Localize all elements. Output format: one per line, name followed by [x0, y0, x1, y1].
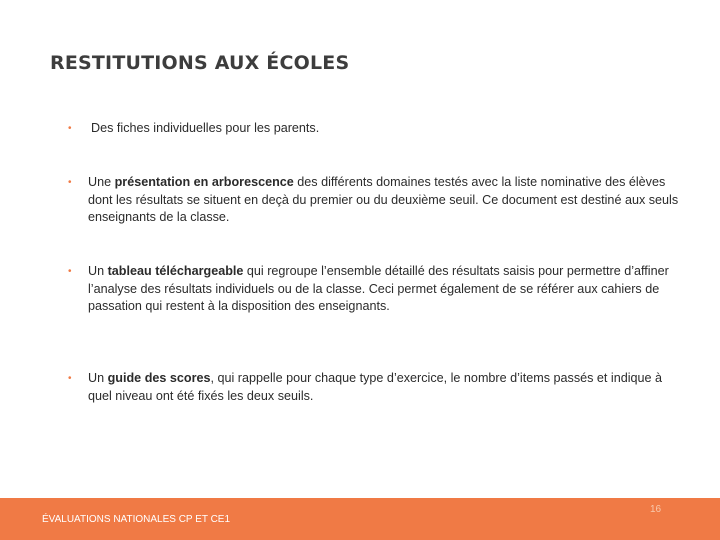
footer-bar: [0, 498, 720, 540]
bullet-marker: •: [68, 177, 72, 188]
bullet-text: Un guide des scores, qui rappelle pour chaque type d’exercice, le nombre d’items passés et indique à quel niveau ont été fixés les deux seuils.: [88, 371, 663, 403]
bullet-item: [68, 120, 680, 138]
bullet-item: [68, 263, 680, 316]
slide-title: RESTITUTIONS AUX ÉCOLES: [50, 52, 350, 74]
bullet-marker: •: [68, 266, 72, 277]
bullet-item: [68, 370, 680, 405]
footer-label: ÉVALUATIONS NATIONALES CP ET CE1: [42, 514, 231, 525]
bullet-text: Une présentation en arborescence des différents domaines testés avec la liste nominative des élèves dont les résultats se situent en deçà du premier ou du deuxième seuil. Ce document est destiné aux seuls enseignants de la classe.: [88, 175, 679, 225]
page-number: 16: [650, 504, 662, 515]
bullet-text: Des fiches individuelles pour les parents.: [91, 121, 320, 135]
bullet-marker: •: [68, 373, 72, 384]
bullet-marker: •: [68, 123, 72, 134]
bullet-text: Un tableau téléchargeable qui regroupe l’ensemble détaillé des résultats saisis pour permettre d’affiner l’analyse des résultats individuels ou de la classe. Ceci permet également de se référer aux cahiers de passation qui restent à la disposition des enseignants.: [88, 264, 669, 314]
bullet-item: [68, 174, 680, 227]
